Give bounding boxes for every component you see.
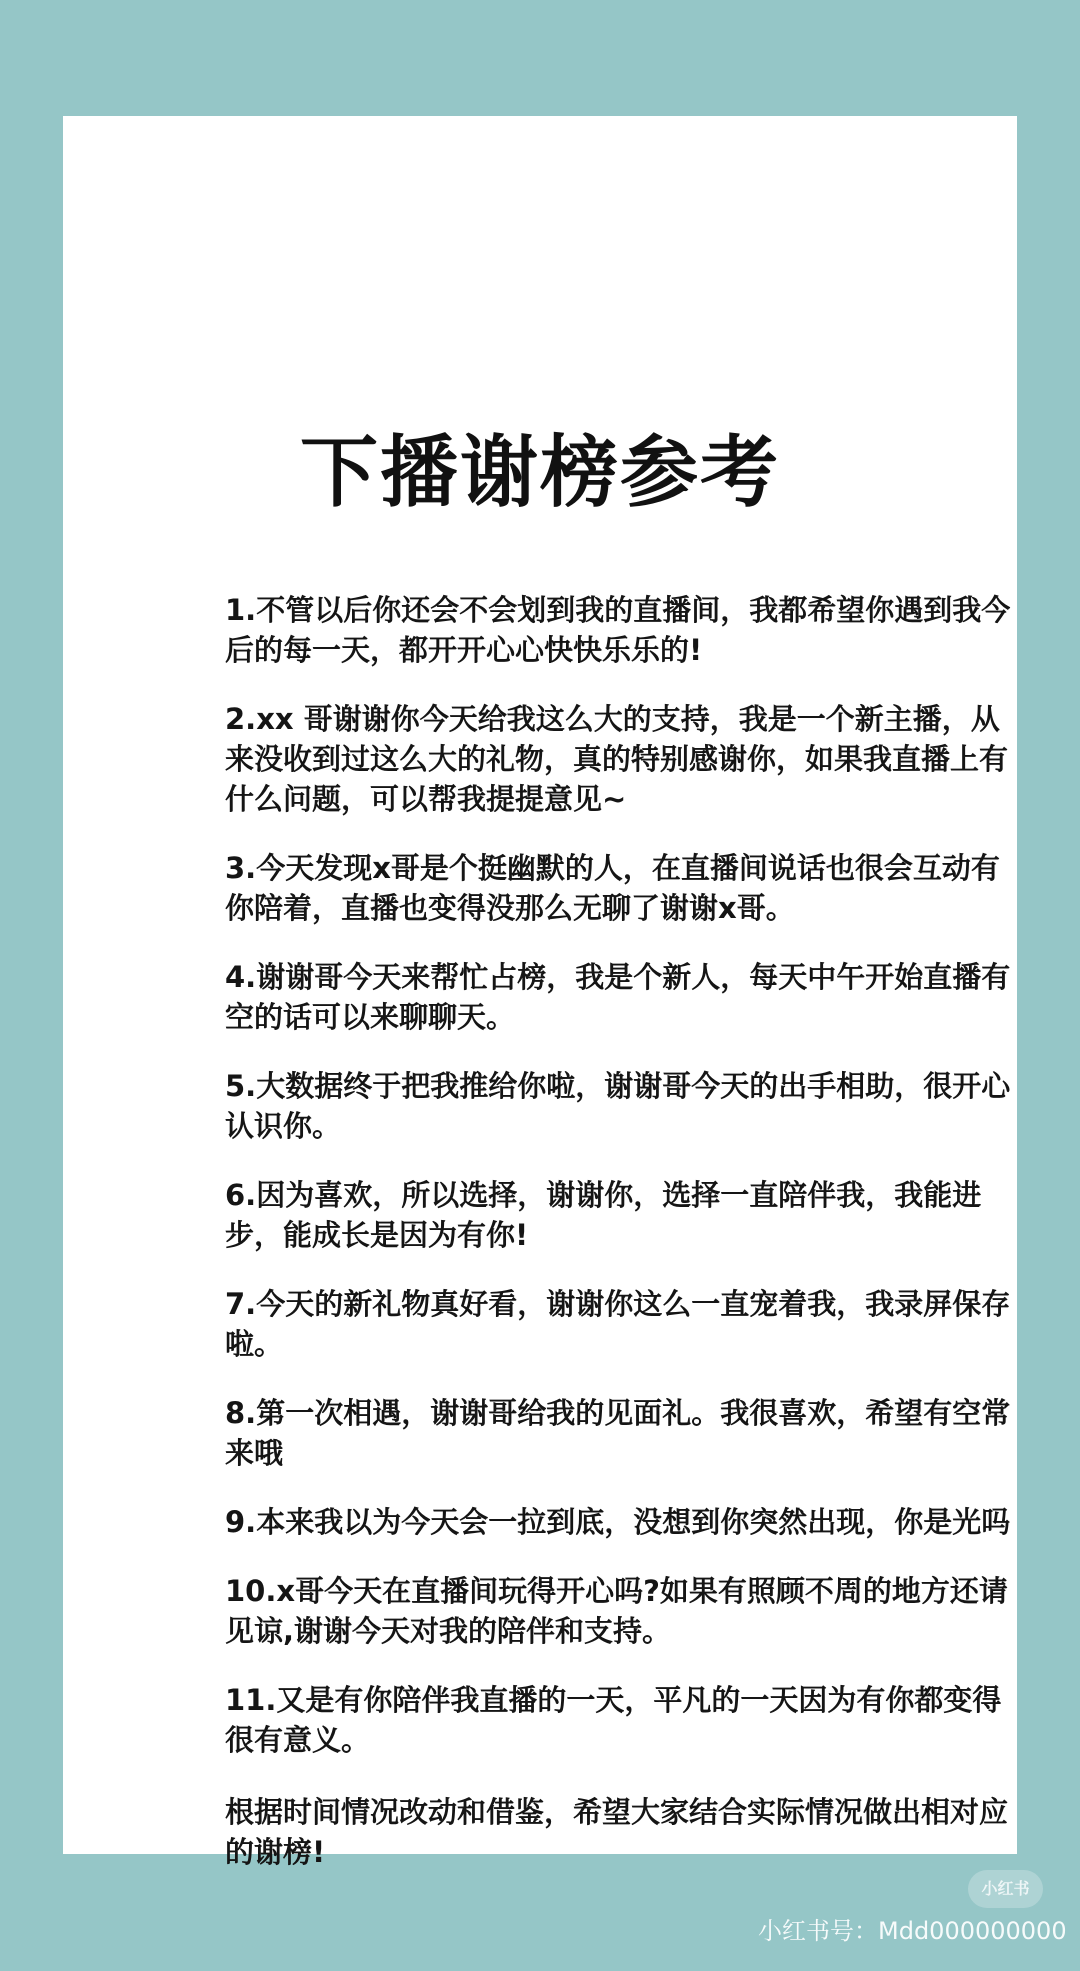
list-item-9: 9.本来我以为今天会一拉到底，没想到你突然出现，你是光吗 <box>225 1505 1011 1539</box>
list-item-5: 5.大数据终于把我推给你啦，谢谢哥今天的出手相助，很开心认识你。 <box>225 1069 1011 1143</box>
thank-list <box>225 590 1015 1789</box>
list-item-6: 6.因为喜欢，所以选择，谢谢你，选择一直陪伴我，我能进步，能成长是因为有你! <box>225 1178 982 1252</box>
list-item-7: 7.今天的新礼物真好看，谢谢你这么一直宠着我，我录屏保存啦。 <box>225 1287 1011 1361</box>
xiaohongshu-logo: 小红书 <box>968 1870 1043 1908</box>
content-card <box>63 116 1017 1869</box>
account-watermark: 小红书号：Mdd000000000 <box>758 1917 1067 1945</box>
page-title: 下播谢榜参考 <box>299 428 780 518</box>
list-item-4: 4.谢谢哥今天来帮忙占榜，我是个新人，每天中午开始直播有空的话可以来聊聊天。 <box>225 960 1011 1034</box>
list-item-11: 11.又是有你陪伴我直播的一天，平凡的一天因为有你都变得很有意义。 <box>225 1683 1002 1757</box>
list-item-10: 10.x哥今天在直播间玩得开心吗?如果有照顾不周的地方还请见谅,谢谢今天对我的陪伴和支持。 <box>225 1574 1008 1648</box>
closing-note: 根据时间情况改动和借鉴，希望大家结合实际情况做出相对应的谢榜! <box>225 1795 1009 1869</box>
list-item-1: 1.不管以后你还会不会划到我的直播间，我都希望你遇到我今后的每一天，都开开心心快快乐乐的! <box>225 593 1011 667</box>
list-item-2: 2.xx 哥谢谢你今天给我这么大的支持，我是一个新主播，从来没收到过这么大的礼物，真的特别感谢你，如果我直播上有什么问题，可以帮我提提意见~ <box>225 702 1009 816</box>
list-item-8: 8.第一次相遇，谢谢哥给我的见面礼。我很喜欢，希望有空常来哦 <box>225 1396 1011 1470</box>
list-item-3: 3.今天发现x哥是个挺幽默的人，在直播间说话也很会互动有你陪着，直播也变得没那么无聊了谢谢x哥。 <box>225 851 1000 925</box>
